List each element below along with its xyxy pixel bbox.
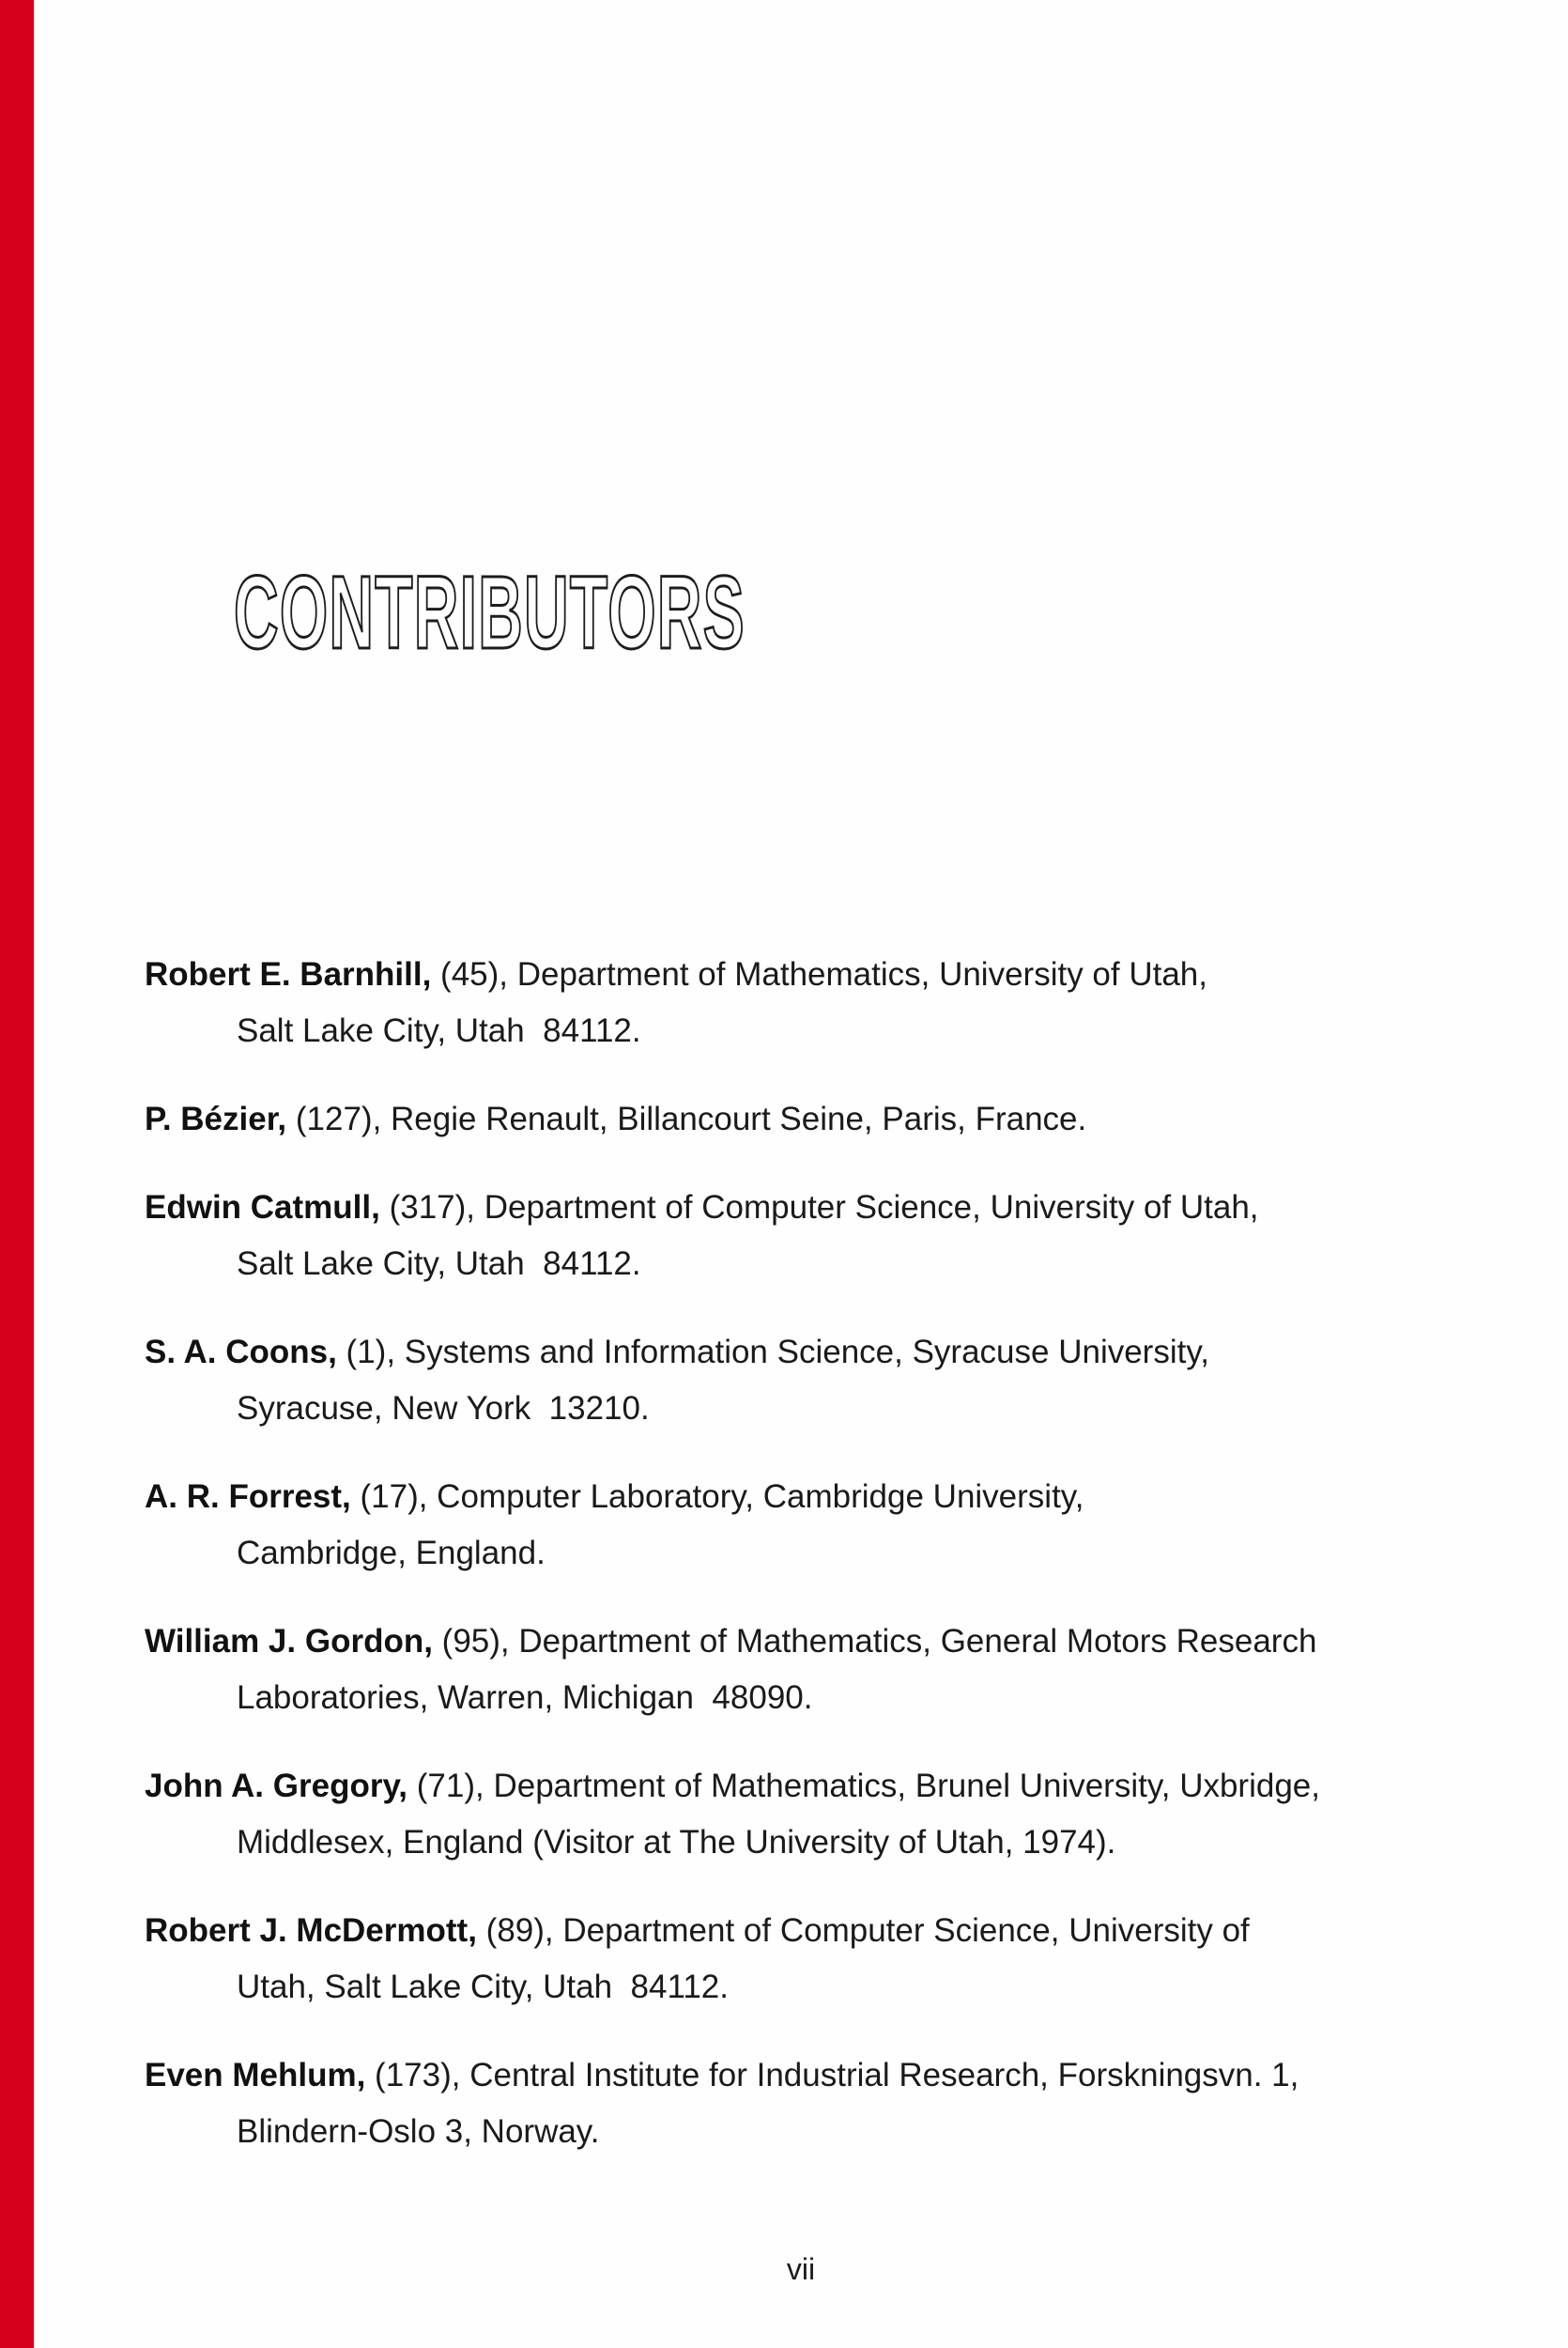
contributor-name: A. R. Forrest,	[145, 1478, 351, 1515]
page-title: CONTRIBUTORS	[234, 555, 746, 671]
page-number: vii	[786, 2252, 816, 2286]
contributor-affiliation-line2: Utah, Salt Lake City, Utah 84112.	[237, 1969, 729, 2005]
contributor-affiliation: (127), Regie Renault, Billancourt Seine, Paris, France.	[286, 1101, 1087, 1137]
contributor-name: John A. Gregory,	[145, 1768, 408, 1804]
contributor-affiliation-line2: Syracuse, New York 13210.	[237, 1390, 650, 1427]
contributor-name: Edwin Catmull,	[145, 1189, 380, 1226]
contributor-entry	[145, 1324, 1525, 1437]
contributor-affiliation: (317), Department of Computer Science, University of Utah,	[379, 1189, 1259, 1226]
contributor-affiliation: (95), Department of Mathematics, General Motors Research	[432, 1623, 1317, 1660]
contributor-name: S. A. Coons,	[145, 1334, 337, 1370]
book-edge-strip	[0, 0, 34, 2348]
contributor-entry	[145, 1469, 1525, 1582]
contributor-entry	[145, 947, 1525, 1059]
contributor-name: William J. Gordon,	[145, 1623, 433, 1660]
contributor-affiliation: (89), Department of Computer Science, University of	[476, 1912, 1250, 1949]
contributor-affiliation-line2: Salt Lake City, Utah 84112.	[237, 1245, 641, 1282]
contributor-affiliation-line2: Laboratories, Warren, Michigan 48090.	[237, 1679, 813, 1716]
contributor-affiliation: (173), Central Institute for Industrial Research, Forskningsvn. 1,	[365, 2057, 1299, 2093]
contributor-affiliation-line2: Middlesex, England (Visitor at The University of Utah, 1974).	[237, 1824, 1116, 1861]
contributor-name: Robert J. McDermott,	[145, 1912, 477, 1949]
contributor-affiliation: (45), Department of Mathematics, University of Utah,	[431, 956, 1207, 993]
contributor-affiliation: (17), Computer Laboratory, Cambridge University,	[350, 1478, 1084, 1515]
contributor-entry	[145, 1614, 1525, 1726]
contributor-list	[145, 947, 1525, 2192]
contributor-affiliation: (1), Systems and Information Science, Syracuse University,	[336, 1334, 1209, 1370]
contributor-name: Even Mehlum,	[145, 2057, 366, 2093]
contributor-entry	[145, 1180, 1525, 1292]
contributor-affiliation: (71), Department of Mathematics, Brunel University, Uxbridge,	[407, 1768, 1320, 1804]
contributor-entry	[145, 1091, 1525, 1148]
contributor-entry	[145, 1903, 1525, 2016]
contributor-affiliation-line2: Blindern-Oslo 3, Norway.	[237, 2113, 600, 2150]
contributor-affiliation-line2: Cambridge, England.	[237, 1535, 546, 1571]
contributor-name: P. Bézier,	[145, 1101, 287, 1137]
contributor-entry	[145, 1758, 1525, 1871]
contributor-name: Robert E. Barnhill,	[145, 956, 432, 993]
contributor-entry	[145, 2047, 1525, 2160]
contributor-affiliation-line2: Salt Lake City, Utah 84112.	[237, 1012, 641, 1049]
